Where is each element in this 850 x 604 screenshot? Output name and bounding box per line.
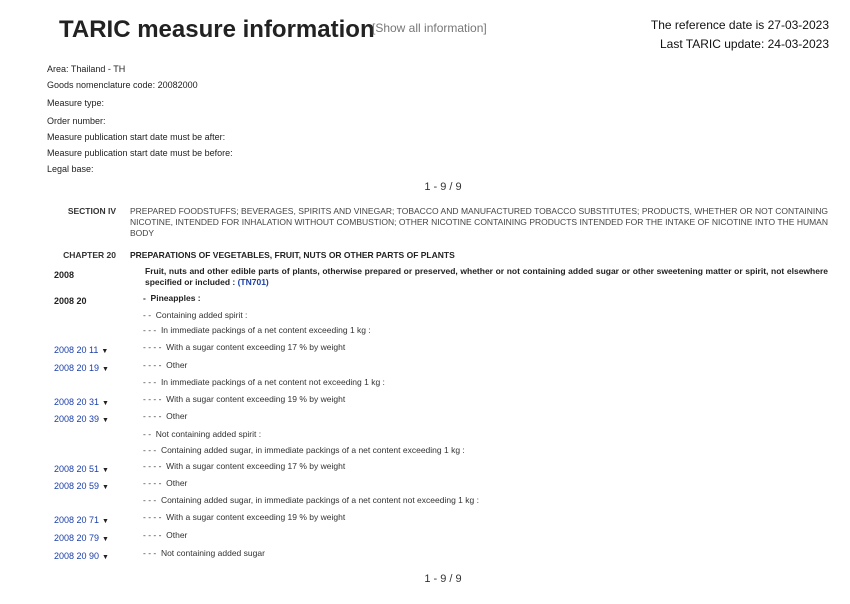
heading-description: Fruit, nuts and other edible parts of plants, otherwise prepared or preserved, whether or not containing added sugar or other sweetening matter or spirit, not elsewhere specified or included : bbox=[145, 266, 828, 287]
chapter-text: PREPARATIONS OF VEGETABLES, FRUIT, NUTS OR OTHER PARTS OF PLANTS bbox=[130, 250, 455, 260]
commodity-code-link[interactable] bbox=[54, 464, 109, 474]
commodity-description: - - - - With a sugar content exceeding 17 % by weight bbox=[143, 342, 346, 352]
pager-top: 1 - 9 / 9 bbox=[424, 181, 462, 193]
show-all-link[interactable]: [Show all information] bbox=[372, 21, 487, 35]
commodity-code-link[interactable] bbox=[54, 551, 109, 561]
commodity-code-text: 2008 20 59 bbox=[54, 481, 100, 491]
criteria-goods-code: Goods nomenclature code: 20082000 bbox=[47, 80, 198, 90]
commodity-code-link[interactable] bbox=[54, 481, 109, 491]
commodity-code-link[interactable] bbox=[54, 533, 109, 543]
commodity-code-text: 2008 20 90 bbox=[54, 551, 100, 561]
commodity-description: - - - - With a sugar content exceeding 19 % by weight bbox=[143, 512, 346, 522]
criteria-order-number: Order number: bbox=[47, 116, 106, 126]
criteria-area: Area: Thailand - TH bbox=[47, 64, 126, 74]
footnote-link[interactable]: (TN701) bbox=[237, 277, 269, 287]
expand-arrow-icon[interactable]: ▼ bbox=[101, 348, 109, 355]
commodity-code-text: 2008 20 51 bbox=[54, 464, 100, 474]
commodity-description: - - - Containing added sugar, in immediate packings of a net content not exceeding 1 kg : bbox=[143, 495, 479, 505]
pager-bottom: 1 - 9 / 9 bbox=[424, 573, 462, 585]
commodity-description: - - Not containing added spirit : bbox=[143, 429, 262, 439]
commodity-description: - - - - With a sugar content exceeding 17 % by weight bbox=[143, 461, 346, 471]
commodity-description: - - - In immediate packings of a net content exceeding 1 kg : bbox=[143, 325, 371, 335]
expand-arrow-icon[interactable]: ▼ bbox=[102, 467, 109, 474]
commodity-description: - - - - Other bbox=[143, 360, 188, 370]
chapter-label: CHAPTER 20 bbox=[63, 250, 116, 260]
commodity-description: - - - - Other bbox=[143, 411, 188, 421]
commodity-description: - Pineapples : bbox=[143, 293, 201, 303]
commodity-code-link[interactable] bbox=[54, 363, 109, 373]
expand-arrow-icon[interactable]: ▼ bbox=[102, 536, 109, 543]
heading-text bbox=[145, 266, 828, 288]
page-title: TARIC measure information bbox=[59, 16, 375, 43]
commodity-code-link[interactable] bbox=[54, 345, 108, 355]
section-label: SECTION IV bbox=[67, 206, 116, 216]
section-text: PREPARED FOODSTUFFS; BEVERAGES, SPIRITS AND VINEGAR; TOBACCO AND MANUFACTURED TOBACCO SUBSTITUTES; PRODUCTS, WHETHER OR NOT CONTAINING NICOTINE, INTENDED FOR INHALATION WITHOUT COMBUSTION; OTHER NICOTINE CONTAINING PRODUCTS INTENDED FOR THE INTAKE OF NICOTINE INTO THE HUMAN BODY bbox=[130, 206, 828, 238]
commodity-code-text: 2008 20 79 bbox=[54, 533, 100, 543]
heading-code: 2008 bbox=[54, 270, 75, 280]
expand-arrow-icon[interactable]: ▼ bbox=[102, 366, 109, 373]
commodity-code-link[interactable] bbox=[54, 397, 109, 407]
commodity-description: - - - - Other bbox=[143, 478, 188, 488]
criteria-start-before: Measure publication start date must be before: bbox=[47, 148, 233, 158]
commodity-code-text: 2008 20 71 bbox=[54, 515, 100, 525]
commodity-code bbox=[54, 296, 87, 306]
reference-info bbox=[651, 16, 829, 54]
commodity-description: - - - Containing added sugar, in immediate packings of a net content exceeding 1 kg : bbox=[143, 445, 465, 455]
commodity-description: - - Containing added spirit : bbox=[143, 310, 248, 320]
commodity-code-text: 2008 20 11 bbox=[54, 345, 99, 355]
commodity-code-text: 2008 20 bbox=[54, 296, 87, 306]
expand-arrow-icon[interactable]: ▼ bbox=[102, 484, 109, 491]
expand-arrow-icon[interactable]: ▼ bbox=[102, 554, 109, 561]
commodity-code-text: 2008 20 39 bbox=[54, 414, 100, 424]
expand-arrow-icon[interactable]: ▼ bbox=[102, 400, 109, 407]
commodity-description: - - - - With a sugar content exceeding 19 % by weight bbox=[143, 394, 346, 404]
reference-date: The reference date is 27-03-2023 bbox=[650, 18, 829, 32]
expand-arrow-icon[interactable]: ▼ bbox=[102, 518, 109, 525]
expand-arrow-icon[interactable]: ▼ bbox=[102, 417, 109, 424]
last-update: Last TARIC update: 24-03-2023 bbox=[660, 37, 829, 51]
criteria-legal-base: Legal base: bbox=[47, 164, 94, 174]
commodity-description: - - - In immediate packings of a net content not exceeding 1 kg : bbox=[143, 377, 385, 387]
commodity-code-text: 2008 20 19 bbox=[54, 363, 100, 373]
commodity-description: - - - - Other bbox=[143, 530, 188, 540]
criteria-measure-type: Measure type: bbox=[47, 98, 105, 108]
criteria-start-after: Measure publication start date must be after: bbox=[47, 132, 226, 142]
commodity-description: - - - Not containing added sugar bbox=[143, 548, 265, 558]
commodity-code-link[interactable] bbox=[54, 515, 109, 525]
commodity-code-link[interactable] bbox=[54, 414, 109, 424]
commodity-code-text: 2008 20 31 bbox=[54, 397, 100, 407]
